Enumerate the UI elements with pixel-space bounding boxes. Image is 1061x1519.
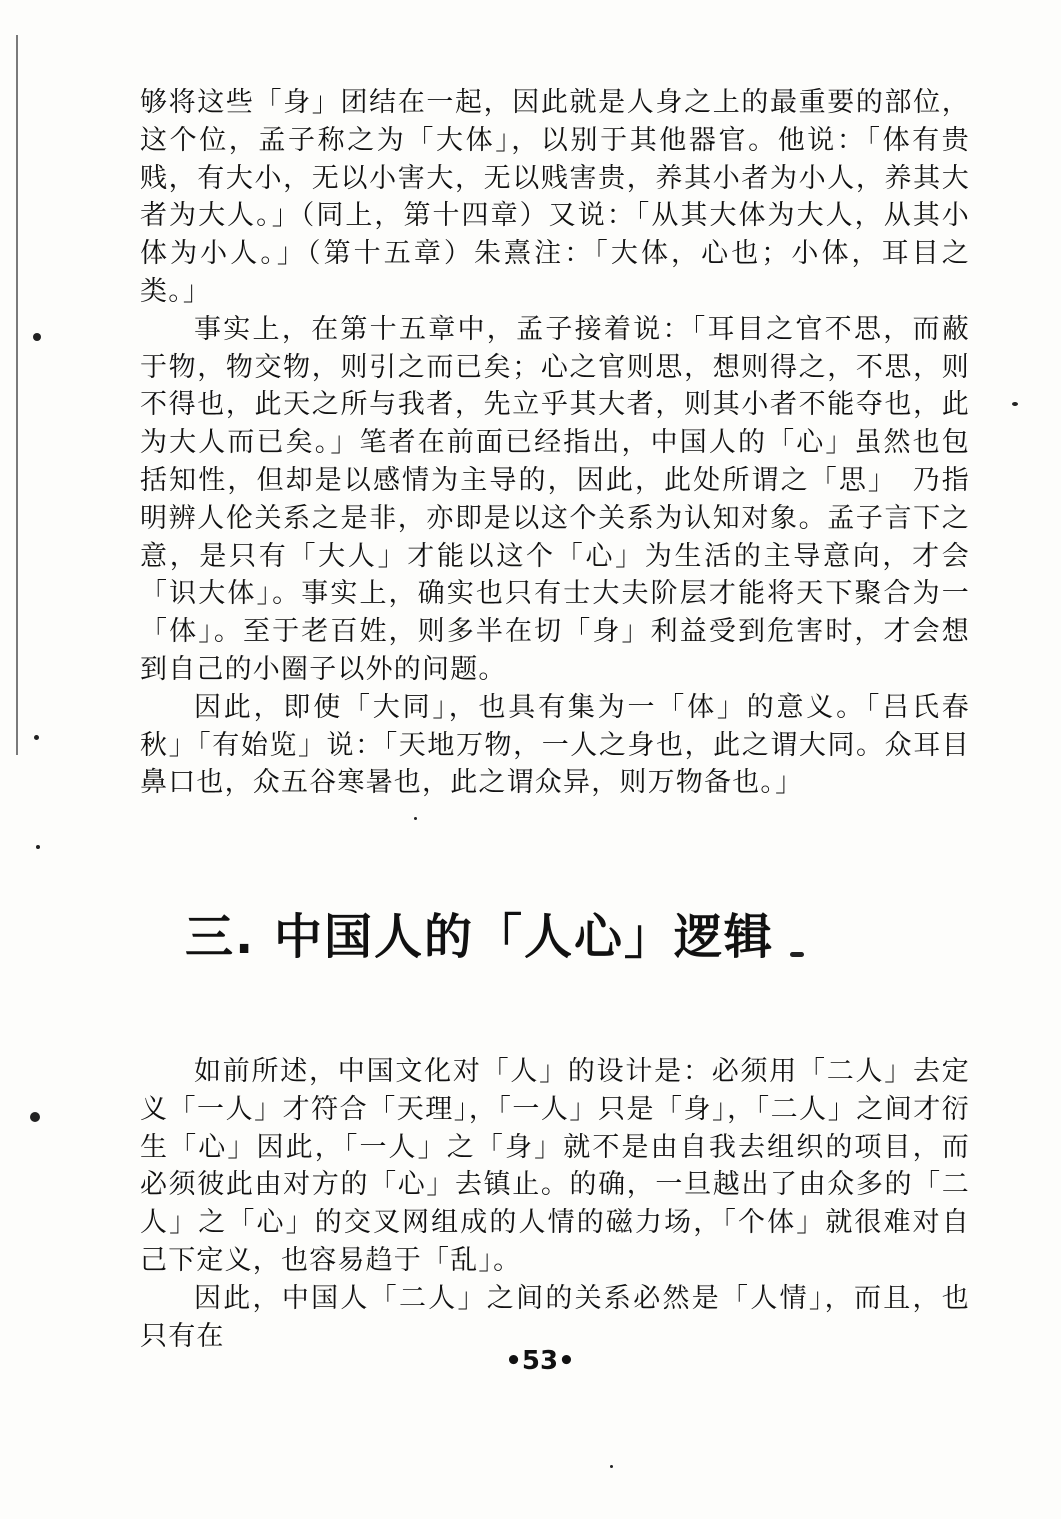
paragraph-2: 事实上，在第十五章中，孟子接着说：「耳目之官不思，而蔽于物，物交物，则引之而已矣；心之官则思，想则得之，不思，则不得也，此天之所与我者，先立乎其大者，则其小者不能夺也，此为大人而已矣。」笔者在前面已经指出，中国人的「心」虽然也包括知性，但却是以感情为主导的，因此，此处所谓之「思」 乃指明辨人伦关系之是非，亦即是以这个关系为认知对象。孟子言下之意，是只有「大人」才能以这个「心」为生活的主导意向，才会「识大体」。事实上，确实也只有士大夫阶层才能将天下聚合为一「体」。至于老百姓，则多半在切「身」利益受到危害时，才会想到自己的小圈子以外的问题。	[140, 313, 970, 685]
scan-speck	[30, 1112, 40, 1122]
scan-speck	[1012, 402, 1018, 406]
paragraph-1: 够将这些「身」团结在一起，因此就是人身之上的最重要的部位，这个位，孟子称之为「大体」，以别于其他器官。他说：「体有贵贱，有大小，无以小害大，无以贱害贵，养其小者为小人，养其大者为大人。」（同上，第十四章）又说：「从其大体为大人，从其小体为小人。」（第十五章）朱熹注：「大体，心也；小体，耳目之类。」	[140, 87, 970, 307]
binding-edge-line	[16, 35, 18, 755]
section-heading: 三. 中国人的「人心」逻辑	[185, 909, 774, 965]
page-number: •53•	[505, 1346, 575, 1376]
paragraph-3: 因此，即使「大同」，也具有集为一「体」的意义。「吕氏春秋」「有始览」说：「天地万物，一人之身也，此之谓大同。众耳目鼻口也，众五谷寒暑也，此之谓众异，则万物备也。」	[140, 691, 970, 799]
top-text-block	[140, 84, 970, 802]
scan-speck	[414, 817, 417, 820]
scan-speck	[33, 333, 41, 341]
scan-speck	[36, 845, 40, 849]
scan-speck	[790, 952, 804, 957]
scan-speck	[610, 1465, 613, 1468]
bottom-text-block	[140, 1053, 970, 1355]
paragraph-5: 因此，中国人「二人」之间的关系必然是「人情」，而且，也只有在	[140, 1282, 970, 1352]
paragraph-4: 如前所述，中国文化对「人」的设计是：必须用「二人」去定义「一人」才符合「天理」，「一人」只是「身」，「二人」之间才衍生「心」因此，「一人」之「身」就不是由自我去组织的项目，而必须彼此由对方的「心」去镇止。的确，一旦越出了由众多的「二人」之「心」的交叉网组成的人情的磁力场，「个体」就很难对自己下定义，也容易趋于「乱」。	[140, 1056, 970, 1276]
scan-speck	[34, 735, 39, 740]
